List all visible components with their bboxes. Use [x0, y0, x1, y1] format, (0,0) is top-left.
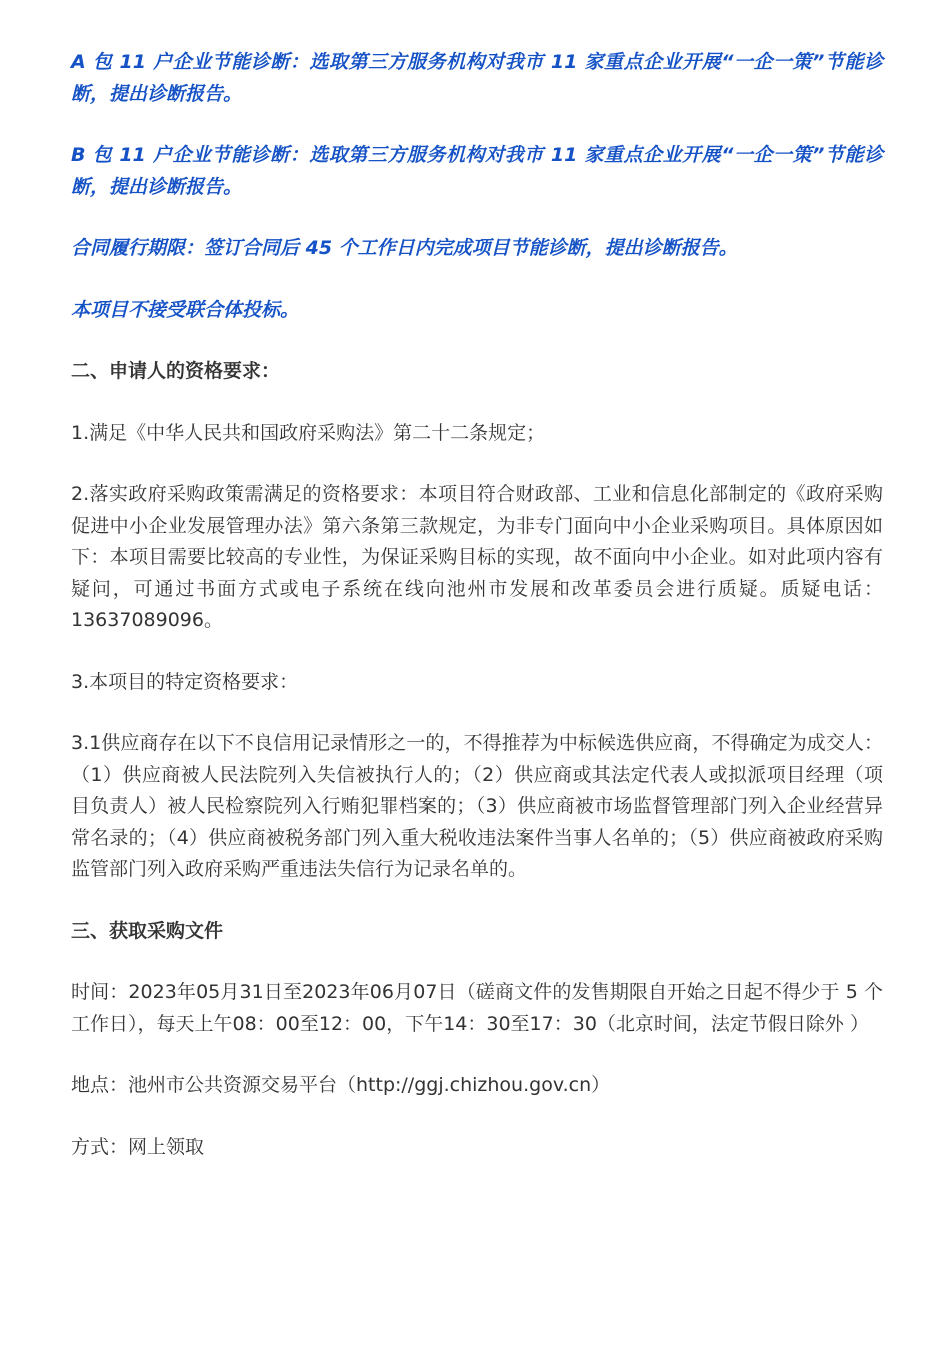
no-consortium-text: 本项目不接受联合体投标。 — [71, 298, 300, 321]
requirement-3-1: 3.1供应商存在以下不良信用记录情形之一的，不得推荐为中标候选供应商，不得确定为成交人：（1）供应商被人民法院列入失信被执行人的；（2）供应商或其法定代表人或拟派项目经理（项目负责人）被人民检察院列入行贿犯罪档案的；（3）供应商被市场监督管理部门列入企业经营异常名录的；（4）供应商被税务部门列入重大税收违法案件当事人名单的；（5）供应商被政府采购监管部门列入政府采购严重违法失信行为记录名单的。 — [71, 732, 883, 880]
section-3-heading: 三、获取采购文件 — [71, 919, 224, 942]
acquisition-place: 地点：池州市公共资源交易平台（http://ggj.chizhou.gov.cn） — [71, 1074, 611, 1096]
acquisition-time: 时间：2023年05月31日至2023年06月07日（磋商文件的发售期限自开始之日起不得少于 5 个工作日），每天上午08：00至12：00，下午14：30至17：30（北京时间，法定节假日除外 ） — [71, 981, 883, 1035]
section-2-heading: 二、申请人的资格要求： — [71, 360, 281, 382]
package-a-text: A 包 11 户企业节能诊断：选取第三方服务机构对我市 11 家重点企业开展“一企一策”节能诊断，提出诊断报告。 — [71, 51, 883, 105]
requirement-1: 1.满足《中华人民共和国政府采购法》第二十二条规定； — [71, 421, 546, 444]
contract-period-text: 合同履行期限：签订合同后 45 个工作日内完成项目节能诊断，提出诊断报告。 — [71, 237, 738, 259]
acquisition-method: 方式：网上领取 — [71, 1135, 205, 1158]
requirement-3: 3.本项目的特定资格要求： — [71, 670, 299, 693]
package-b-text: B 包 11 户企业节能诊断：选取第三方服务机构对我市 11 家重点企业开展“一企一策”节能诊断，提出诊断报告。 — [71, 144, 883, 198]
document-page — [71, 47, 883, 1163]
requirement-2: 2.落实政府采购政策需满足的资格要求：本项目符合财政部、工业和信息化部制定的《政府采购促进中小企业发展管理办法》第六条第三款规定，为非专门面向中小企业采购项目。具体原因如下：本项目需要比较高的专业性，为保证采购目标的实现，故不面向中小企业。如对此项内容有疑问，可通过书面方式或电子系统在线向池州市发展和改革委员会进行质疑。质疑电话：13637089096。 — [71, 483, 883, 631]
